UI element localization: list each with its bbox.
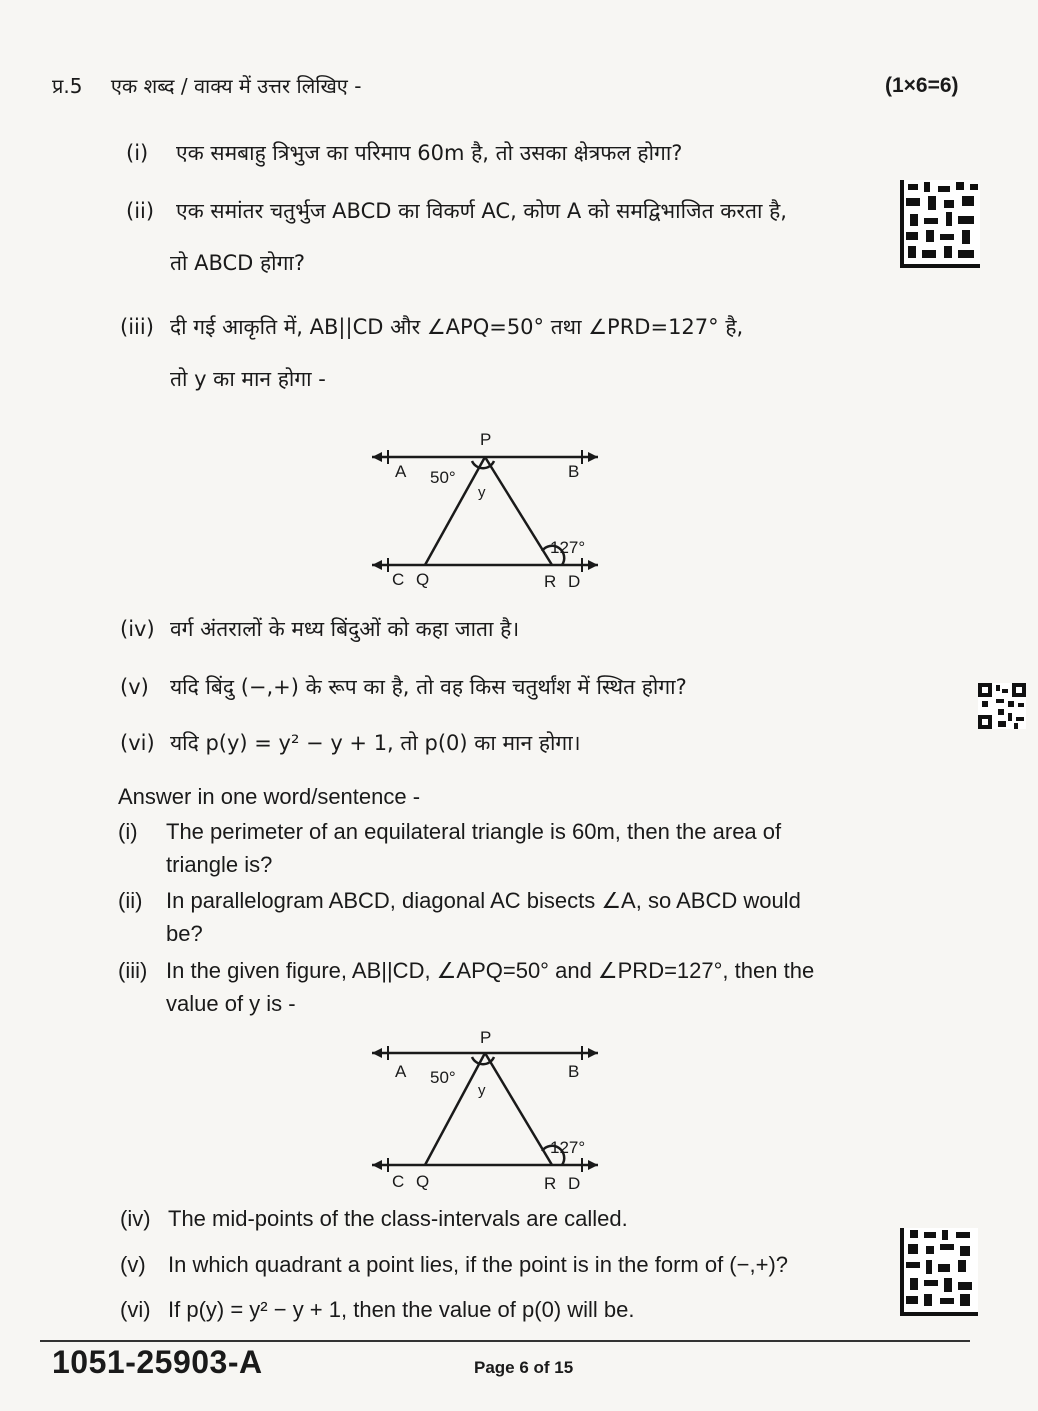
item-text: In the given figure, AB||CD, ∠APQ=50° and ∠PRD=127°, then the — [166, 958, 815, 983]
arrow-right-ab — [588, 452, 598, 462]
item-number: (ii) — [118, 888, 143, 913]
item-text: In parallelogram ABCD, diagonal AC bisects ∠A, so ABCD would — [166, 888, 801, 913]
arrow-right-cd — [588, 560, 598, 570]
item-text: If p(y) = y² − y + 1, then the value of p(0) will be. — [168, 1297, 635, 1322]
item-number: (iii) — [118, 958, 148, 983]
label-y: y — [478, 1082, 486, 1099]
item-text-cont: तो y का मान होगा - — [170, 367, 326, 391]
label-b: B — [568, 1062, 580, 1081]
item-text: The perimeter of an equilateral triangle is 60m, then the area of — [166, 819, 782, 844]
hindi-item-ii — [126, 196, 886, 278]
label-q: Q — [416, 1172, 430, 1191]
item-number: (iv) — [120, 617, 155, 641]
label-a: A — [395, 1062, 407, 1081]
question-header — [52, 72, 361, 99]
paper-code: 1051-25903-A — [52, 1344, 263, 1380]
item-number: (i) — [126, 141, 149, 165]
item-text: एक समांतर चतुर्भुज ABCD का विकर्ण AC, कोण A को समद्विभाजित करता है, — [176, 199, 787, 223]
label-d: D — [568, 1174, 581, 1193]
item-text-cont: तो ABCD होगा? — [170, 251, 305, 275]
label-r: R — [544, 1174, 557, 1193]
label-50: 50° — [430, 468, 456, 487]
item-text: In which quadrant a point lies, if the point is in the form of (−,+)? — [168, 1252, 789, 1277]
item-number: (v) — [120, 1252, 146, 1277]
item-number: (vi) — [120, 731, 155, 755]
footer-rule — [40, 1340, 970, 1342]
item-number: (ii) — [126, 199, 155, 223]
datamatrix-code-bottom — [900, 1228, 978, 1316]
item-number: (iv) — [120, 1206, 151, 1231]
item-text: The mid-points of the class-intervals are called. — [168, 1206, 628, 1231]
english-item-i — [118, 815, 858, 881]
english-item-iii — [118, 954, 858, 1020]
page-number: Page 6 of 15 — [474, 1358, 574, 1377]
item-text-cont: triangle is? — [166, 852, 273, 877]
datamatrix-code-top — [900, 180, 980, 268]
label-y: y — [478, 484, 486, 501]
segment-pr — [485, 457, 552, 565]
label-a: A — [395, 462, 407, 481]
label-d: D — [568, 572, 581, 591]
item-text: यदि बिंदु (−,+) के रूप का है, तो वह किस चतुर्थांश में स्थित होगा? — [170, 675, 687, 699]
label-p: P — [480, 430, 492, 449]
item-text: एक समबाहु त्रिभुज का परिमाप 60m है, तो उसका क्षेत्रफल होगा? — [176, 141, 683, 165]
hindi-item-vi — [120, 728, 880, 758]
label-b: B — [568, 462, 580, 481]
item-text: यदि p(y) = y² − y + 1, तो p(0) का मान होगा। — [170, 731, 581, 755]
item-number: (v) — [120, 675, 149, 699]
english-heading: Answer in one word/sentence - — [118, 784, 421, 809]
english-item-vi — [120, 1293, 860, 1326]
item-number: (vi) — [120, 1297, 151, 1322]
hindi-item-v — [120, 672, 880, 702]
hindi-item-iii — [120, 312, 880, 394]
label-c: C — [392, 570, 405, 589]
item-number: (iii) — [120, 315, 154, 339]
label-q: Q — [416, 570, 430, 589]
english-item-iv — [120, 1202, 860, 1235]
item-text-cont: be? — [166, 921, 203, 946]
item-text: दी गई आकृति में, AB||CD और ∠APQ=50° तथा ∠PRD=127° है, — [170, 315, 744, 339]
item-text-cont: value of y is - — [166, 991, 296, 1016]
hindi-item-iv — [120, 614, 880, 644]
english-item-ii — [118, 884, 858, 950]
label-r: R — [544, 572, 557, 591]
label-127: 127° — [550, 1138, 586, 1157]
label-127: 127° — [550, 538, 586, 557]
question-marks: (1×6=6) — [885, 74, 959, 97]
label-p: P — [480, 1028, 492, 1047]
question-instruction: एक शब्द / वाक्य में उत्तर लिखिए - — [110, 74, 362, 98]
english-item-v — [120, 1248, 860, 1281]
geometry-figure-en — [360, 1025, 610, 1200]
label-c: C — [392, 1172, 405, 1191]
item-number: (i) — [118, 819, 138, 844]
hindi-item-i — [126, 138, 886, 168]
geometry-figure — [360, 425, 610, 600]
item-text: वर्ग अंतरालों के मध्य बिंदुओं को कहा जाता है। — [170, 617, 520, 641]
question-number: प्र.5 — [52, 74, 83, 98]
arrow-left-cd — [372, 560, 382, 570]
qr-code-side — [978, 683, 1026, 729]
label-50: 50° — [430, 1068, 456, 1087]
arrow-left-ab — [372, 452, 382, 462]
